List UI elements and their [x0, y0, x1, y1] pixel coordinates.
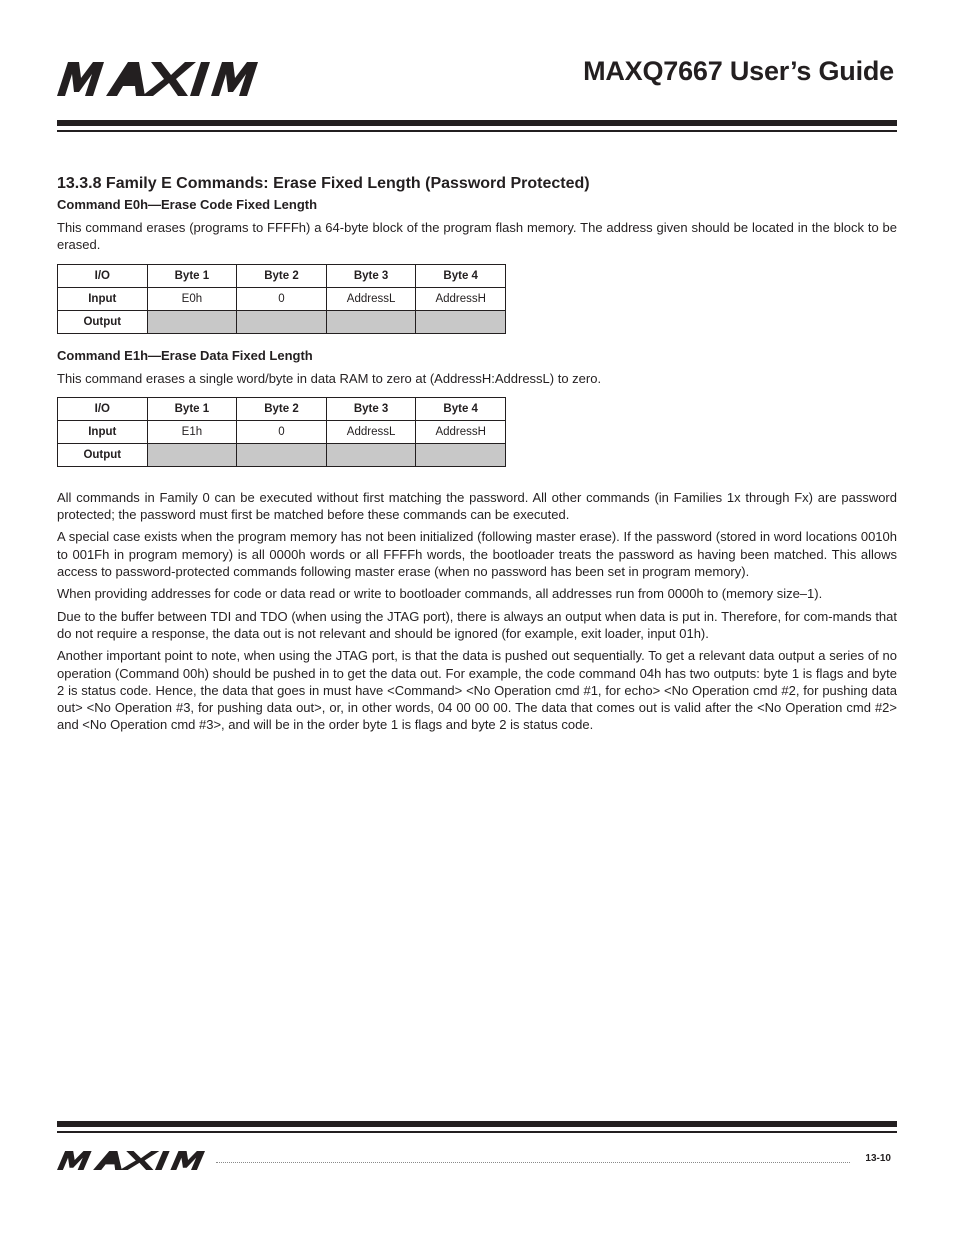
- table-cell: 0: [237, 287, 327, 310]
- table-header-cell: Byte 3: [326, 264, 416, 287]
- table-header-cell: Byte 2: [237, 264, 327, 287]
- table-row-label: Output: [58, 443, 148, 466]
- header-rule-thin: [57, 130, 897, 132]
- header-rule-thick: [57, 120, 897, 126]
- footer-rule-thin: [57, 1131, 897, 1133]
- table-header-cell: I/O: [58, 264, 148, 287]
- table-header-cell: Byte 4: [416, 264, 506, 287]
- maxim-logo-icon: [57, 62, 325, 96]
- body-paragraph: Due to the buffer between TDI and TDO (when using the JTAG port), there is always an output when data is put in. Therefore, for com-mands that do not require a response, the data out is not relevant and should be ignored (for example, exit loader, input 01h).: [57, 608, 897, 641]
- table-row-input: [58, 420, 506, 443]
- footer-divider: [216, 1162, 850, 1163]
- table-header-cell: Byte 1: [147, 397, 237, 420]
- command-heading-e1h: Command E1h—Erase Data Fixed Length: [57, 347, 313, 363]
- body-paragraph: Another important point to note, when using the JTAG port, is that the data is pushed out sequentially. To get a relevant data output a series of no operation (Command 00h) should be pushed in to get the data out. For example, the code command 04h has two outputs: byte 1 is flags and byte 2 is status code. Hence, the data that goes in must have <Command> <No Operation cmd #1, for echo> <No Operation cmd #2, for pushing data out> <No Operation #3, for pushing data out>, or, in other words, 04 00 00 00. The data that comes out is valid after the <No Operation cmd #2> and <No Operation cmd #3>, and will be in the order byte 1 is flags and byte 2 is status code.: [57, 648, 897, 733]
- table-row-output: [58, 443, 506, 466]
- main-content: [57, 175, 897, 739]
- command-description-e0h: This command erases (programs to FFFFh) a 64-byte block of the program flash memory. The address given should be located in the block to be erased.: [57, 220, 897, 253]
- table-header-cell: Byte 3: [326, 397, 416, 420]
- maxim-logo-icon: [57, 1151, 205, 1170]
- table-cell-shaded: [147, 443, 237, 466]
- table-cell: AddressL: [326, 420, 416, 443]
- command-table-e1h: [57, 397, 506, 467]
- table-cell: AddressL: [326, 287, 416, 310]
- table-row-output: [58, 310, 506, 333]
- body-paragraph: When providing addresses for code or data read or write to bootloader commands, all addresses run from 0000h to (memory size–1).: [57, 586, 823, 602]
- command-description-e1h: This command erases a single word/byte in data RAM to zero at (AddressH:AddressL) to zero.: [57, 370, 602, 386]
- document-title: MAXQ7667 User’s Guide: [583, 56, 894, 86]
- section-heading: 13.3.8 Family E Commands: Erase Fixed Length (Password Protected): [57, 175, 590, 192]
- table-cell-shaded: [416, 443, 506, 466]
- page-number: 13-10: [865, 1153, 891, 1164]
- table-cell-shaded: [326, 310, 416, 333]
- table-header-row: [58, 264, 506, 287]
- table-cell: AddressH: [416, 420, 506, 443]
- table-row-label: Input: [58, 420, 148, 443]
- body-paragraph: All commands in Family 0 can be executed without first matching the password. All other commands (in Families 1x through Fx) are password protected; the password must first be matched before these commands can be executed.: [57, 489, 897, 523]
- table-header-cell: Byte 4: [416, 397, 506, 420]
- table-header-cell: Byte 1: [147, 264, 237, 287]
- table-row-input: [58, 287, 506, 310]
- table-cell-shaded: [237, 310, 327, 333]
- table-cell-shaded: [147, 310, 237, 333]
- table-row-label: Output: [58, 310, 148, 333]
- table-cell: 0: [237, 420, 327, 443]
- command-heading-e0h: Command E0h—Erase Code Fixed Length: [57, 197, 318, 212]
- table-header-cell: Byte 2: [237, 397, 327, 420]
- table-header-cell: I/O: [58, 397, 148, 420]
- command-table-e0h: [57, 264, 506, 334]
- table-cell-shaded: [416, 310, 506, 333]
- table-cell: E1h: [147, 420, 237, 443]
- table-cell: AddressH: [416, 287, 506, 310]
- table-cell-shaded: [326, 443, 416, 466]
- body-paragraph: A special case exists when the program memory has not been initialized (following master erase). If the password (stored in word locations 0010h to 001Fh in program memory) is all 0000h words or all FFFFh words, the bootloader treats the password as having been matched. This allows access to password-protected commands following master erase (when no password has been set in program memory).: [57, 529, 897, 580]
- table-header-row: [58, 397, 506, 420]
- table-cell: E0h: [147, 287, 237, 310]
- table-cell-shaded: [237, 443, 327, 466]
- table-row-label: Input: [58, 287, 148, 310]
- footer-rule-thick: [57, 1121, 897, 1127]
